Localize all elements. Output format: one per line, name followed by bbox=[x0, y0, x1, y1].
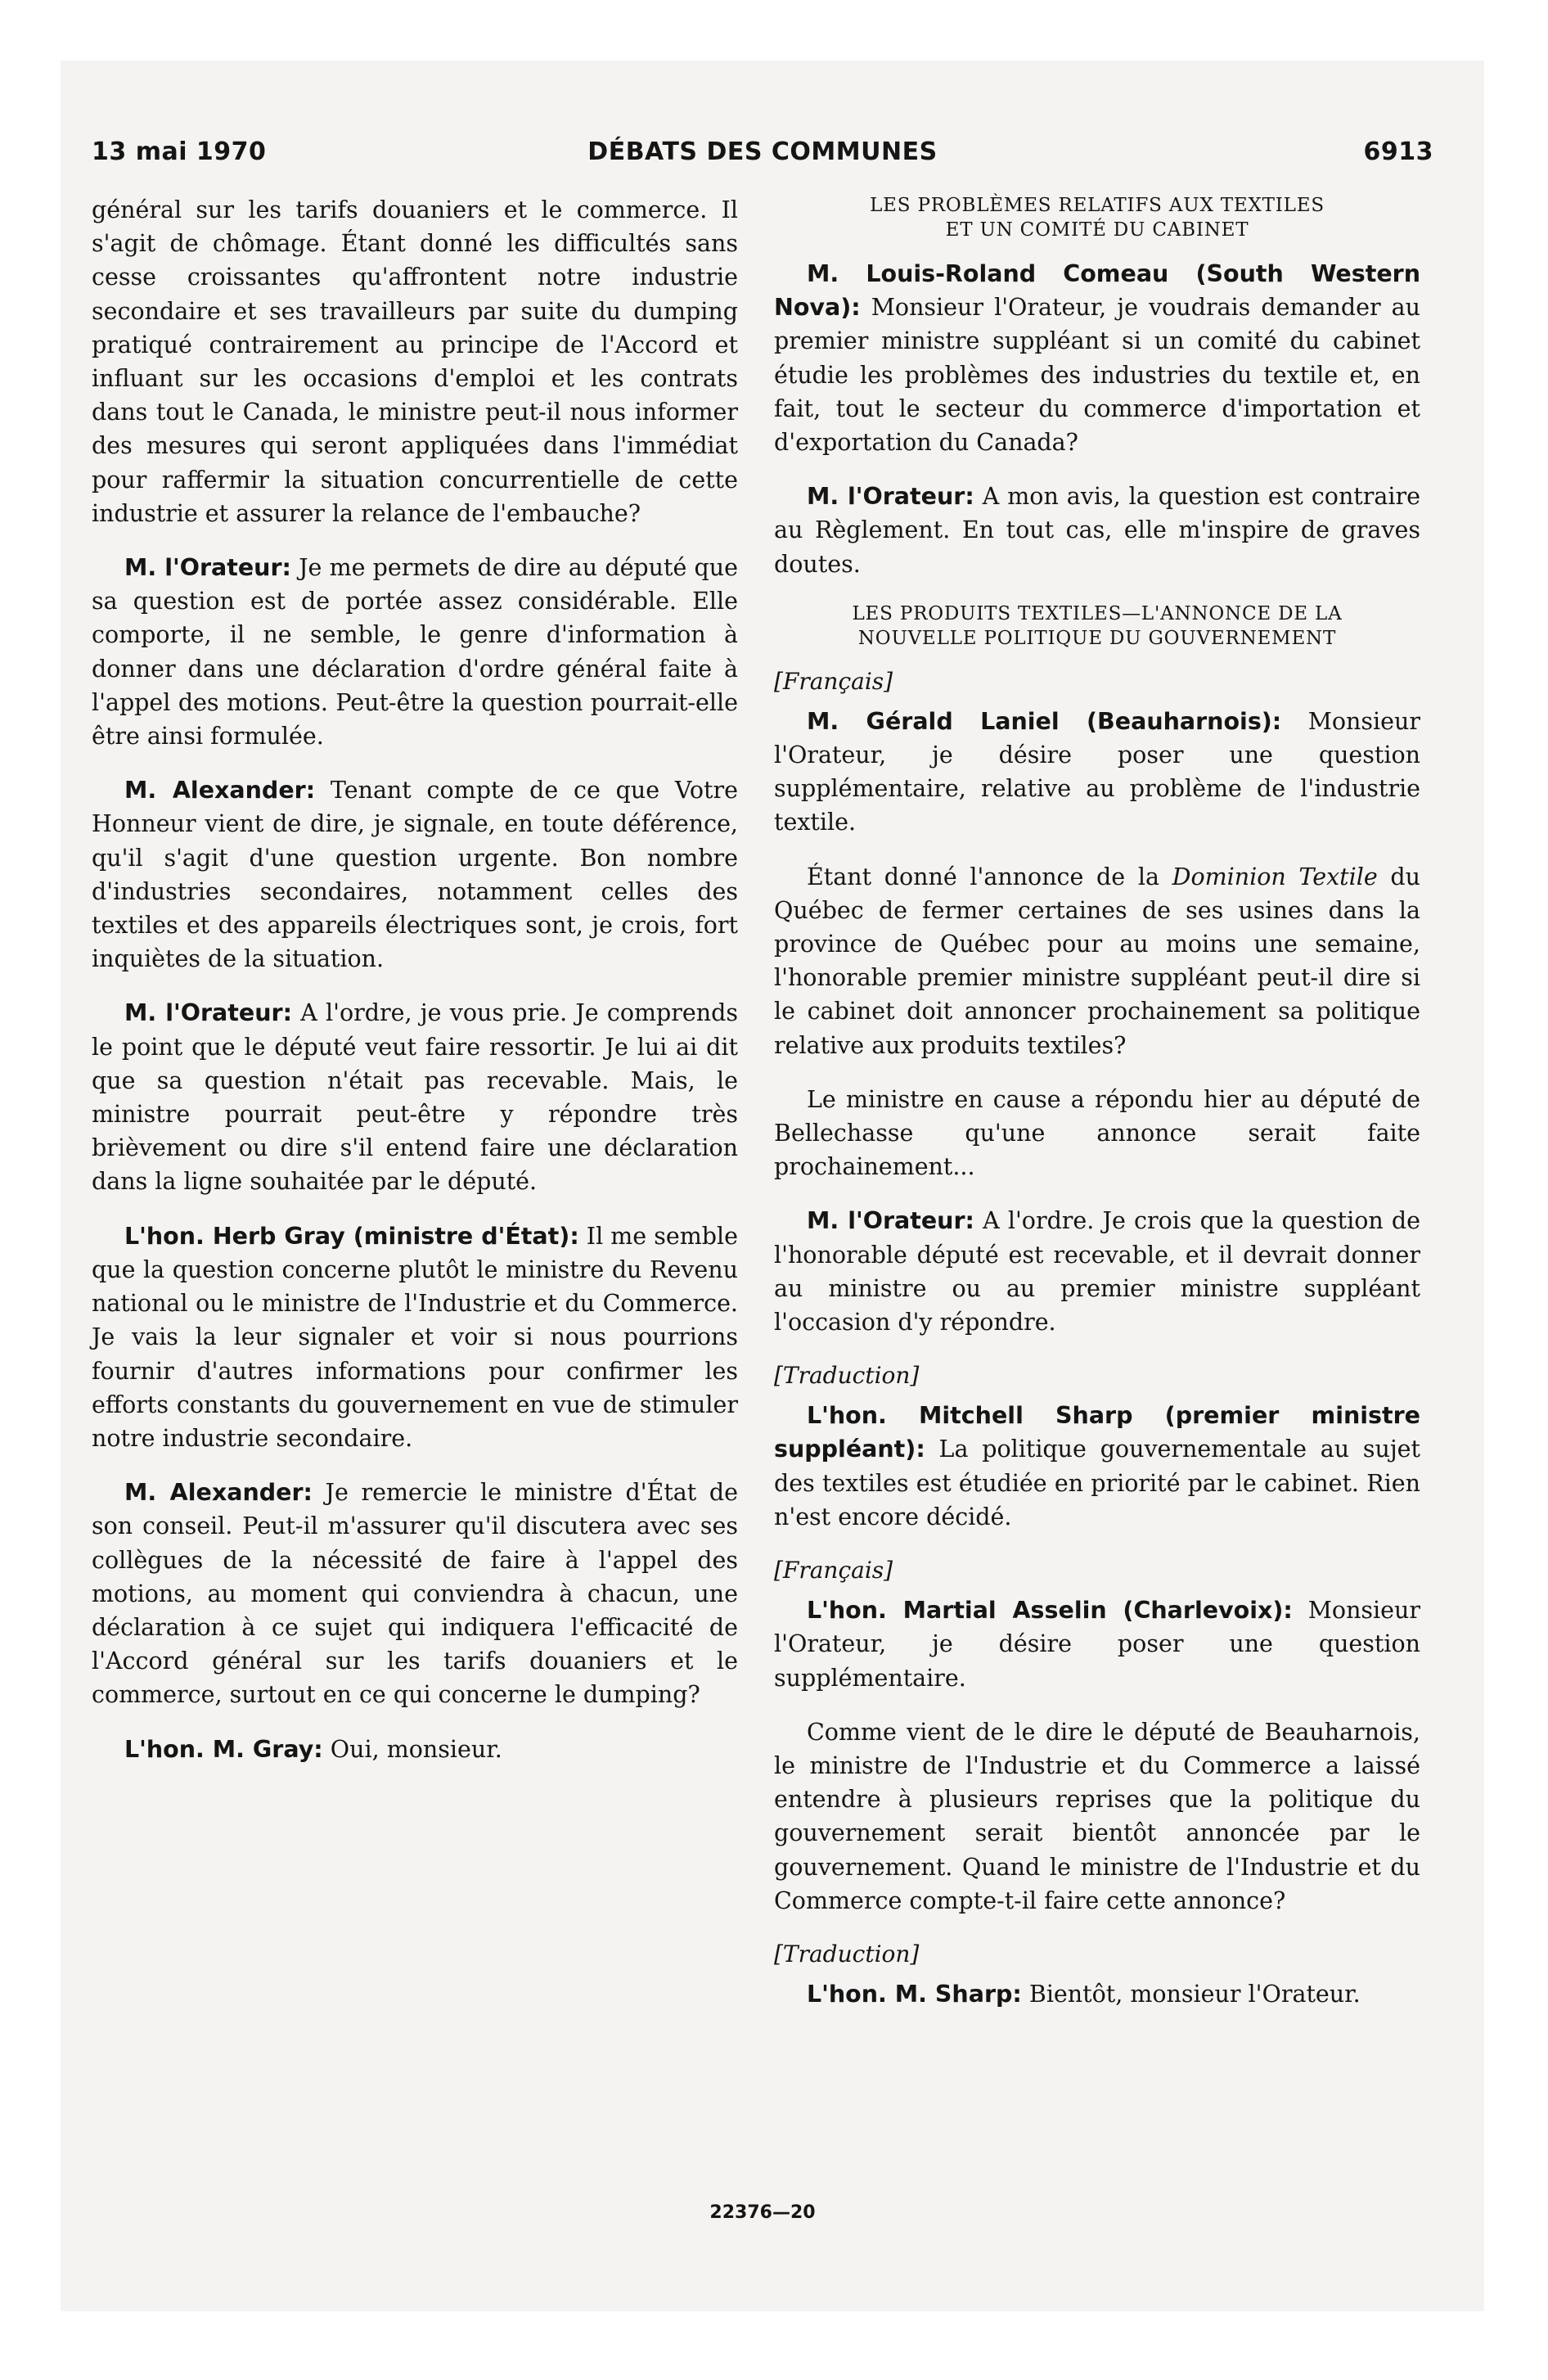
paragraph bbox=[92, 1476, 738, 1711]
speaker-name: M. l'Orateur: bbox=[807, 483, 974, 511]
paragraph bbox=[774, 1399, 1420, 1534]
paragraph bbox=[92, 996, 738, 1198]
paragraph bbox=[92, 773, 738, 976]
language-marker: [Traduction] bbox=[774, 1362, 920, 1390]
language-marker: [Traduction] bbox=[774, 1940, 920, 1968]
speaker-name: L'hon. Herb Gray (ministre d'État): bbox=[124, 1222, 579, 1250]
speech-text: Je me permets de dire au député que sa question est de portée assez considérable. Elle comporte, il ne semble, le genre d'information à donner dans une déclaration d'ordre général faite à l'appel des motions. Peut-être la question pourrait-elle être ainsi formulée. bbox=[92, 554, 738, 751]
speaker-name: M. Gérald Laniel (Beauharnois): bbox=[807, 707, 1282, 735]
speaker-name: M. l'Orateur: bbox=[807, 1207, 974, 1235]
paragraph bbox=[774, 480, 1420, 581]
section-heading bbox=[774, 602, 1420, 651]
section-heading bbox=[774, 193, 1420, 242]
speech-text: Tenant compte de ce que Votre Honneur vient de dire, je signale, en toute déférence, qu'il s'agit d'une question urgente. Bon nombre d'industries secondaires, notamment celles des textiles et des appareils électriques sont, je crois, fort inquiètes de la situation. bbox=[92, 777, 738, 973]
paragraph bbox=[774, 860, 1420, 1062]
document-page bbox=[92, 137, 1433, 2265]
speech-text: Monsieur l'Orateur, je voudrais demander au premier ministre suppléant si un comité du cabinet étudie les problèmes des industries du textile et, en fait, tout le secteur du commerce d'importation et d'exportation du Canada? bbox=[774, 294, 1420, 457]
speech-text: du Québec de fermer certaines de ses usines dans la province de Québec pour au moins une semaine, l'honorable premier ministre suppléant peut-il dire si le cabinet doit annoncer prochainement sa politique relative aux produits textiles? bbox=[774, 863, 1420, 1059]
speech-text: Oui, monsieur. bbox=[322, 1735, 502, 1763]
section-heading-line: LES PRODUITS TEXTILES—L'ANNONCE DE LA bbox=[852, 602, 1343, 624]
speaker-name: M. l'Orateur: bbox=[124, 999, 292, 1027]
paragraph: général sur les tarifs douaniers et le commerce. Il s'agit de chômage. Étant donné les difficultés sans cesse croissantes qu'affrontent notre industrie secondaire et ses travailleurs par suite du dumping pratiqué contrairement au principe de l'Accord et influant sur les occasions d'emploi et les contrats dans tout le Canada, le ministre peut-il nous informer des mesures qui seront appliquées dans l'immédiat pour raffermir la situation concurrentielle de cette industrie et assurer la relance de l'embauche? bbox=[92, 196, 738, 527]
speech-text: La politique gouvernementale au sujet des textiles est étudiée en priorité par le cabinet. Rien n'est encore décidé. bbox=[774, 1436, 1420, 1530]
company-name: Dominion Textile bbox=[1172, 863, 1378, 890]
paragraph bbox=[92, 551, 738, 753]
paragraph: Comme vient de le dire le député de Beauharnois, le ministre de l'Industrie et du Commerce a laissé entendre à plusieurs reprises que la politique du gouvernement serait bientôt annoncée par le gouvernement. Quand le ministre de l'Industrie et du Commerce compte-t-il faire cette annonce? bbox=[774, 1718, 1420, 1914]
speech-text: Il me semble que la question concerne plutôt le ministre du Revenu national ou le ministre de l'Industrie et du Commerce. Je vais la leur signaler et voir si nous pourrions fournir d'autres informations pour confirmer les efforts constants du gouvernement en vue de stimuler notre industrie secondaire. bbox=[92, 1222, 738, 1452]
paragraph bbox=[774, 1977, 1420, 2011]
header-page-number: 6913 bbox=[1363, 137, 1433, 166]
paragraph bbox=[92, 1733, 738, 1766]
speaker-name: L'hon. Martial Asselin (Charlevoix): bbox=[807, 1597, 1293, 1625]
speech-text: A mon avis, la question est contraire au Règlement. En tout cas, elle m'inspire de graves doutes. bbox=[774, 483, 1420, 578]
speech-text: Bientôt, monsieur l'Orateur. bbox=[1021, 1980, 1361, 2008]
speaker-name: M. Alexander: bbox=[124, 777, 316, 805]
speaker-name: M. Louis-Roland Comeau (South Western Nova): bbox=[774, 260, 1420, 322]
speech-text: Je remercie le ministre d'État de son conseil. Peut-il m'assurer qu'il discutera avec ses collègues de la nécessité de faire à l'appel des motions, au moment qui conviendra à chacun, une déclaration à ce sujet qui indiquera l'efficacité de l'Accord général sur les tarifs douaniers et le commerce, surtout en ce qui concerne le dumping? bbox=[92, 1479, 738, 1709]
paragraph bbox=[774, 257, 1420, 459]
header-title: DÉBATS DES COMMUNES bbox=[587, 137, 938, 166]
paragraph bbox=[774, 1593, 1420, 1695]
speech-text: Étant donné l'annonce de la bbox=[807, 863, 1172, 890]
language-marker: [Français] bbox=[774, 1557, 893, 1584]
section-heading-line: NOUVELLE POLITIQUE DU GOUVERNEMENT bbox=[857, 627, 1337, 649]
paragraph bbox=[92, 1219, 738, 1455]
section-heading-line: LES PROBLÈMES RELATIFS AUX TEXTILES bbox=[870, 195, 1325, 216]
section-heading-line: ET UN COMITÉ DU CABINET bbox=[945, 219, 1249, 241]
speech-text: Monsieur l'Orateur, je désire poser une question supplémentaire. bbox=[774, 1597, 1421, 1692]
speaker-name: L'hon. M. Sharp: bbox=[807, 1980, 1022, 2008]
speaker-name: L'hon. Mitchell Sharp (premier ministre suppléant): bbox=[774, 1402, 1420, 1463]
header-date: 13 mai 1970 bbox=[92, 137, 267, 166]
speech-text: Monsieur l'Orateur, je désire poser une question supplémentaire, relative au problème de l'industrie textile. bbox=[774, 707, 1421, 836]
language-marker: [Français] bbox=[774, 667, 893, 695]
left-column bbox=[92, 193, 738, 1787]
speech-text: A l'ordre. Je crois que la question de l'honorable député est recevable, et il devrait donner au ministre ou au premier ministre suppléant l'occasion d'y répondre. bbox=[774, 1207, 1420, 1336]
speaker-name: M. l'Orateur: bbox=[124, 554, 291, 582]
paragraph bbox=[774, 705, 1420, 840]
page-footer-signature: 22376—20 bbox=[709, 2202, 816, 2223]
right-column bbox=[774, 193, 1420, 2031]
paragraph bbox=[774, 1204, 1420, 1339]
paragraph: Le ministre en cause a répondu hier au député de Bellechasse qu'une annonce serait faite prochainement... bbox=[774, 1085, 1420, 1181]
speaker-name: L'hon. M. Gray: bbox=[124, 1735, 323, 1763]
speaker-name: M. Alexander: bbox=[124, 1479, 313, 1507]
page-header bbox=[92, 137, 1433, 174]
speech-text: A l'ordre, je vous prie. Je comprends le point que le député veut faire ressortir. Je lui ai dit que sa question n'était pas recevable. Mais, le ministre pourrait peut-être y répondre très brièvement ou dire s'il entend faire une déclaration dans la ligne souhaitée par le député. bbox=[92, 999, 738, 1196]
